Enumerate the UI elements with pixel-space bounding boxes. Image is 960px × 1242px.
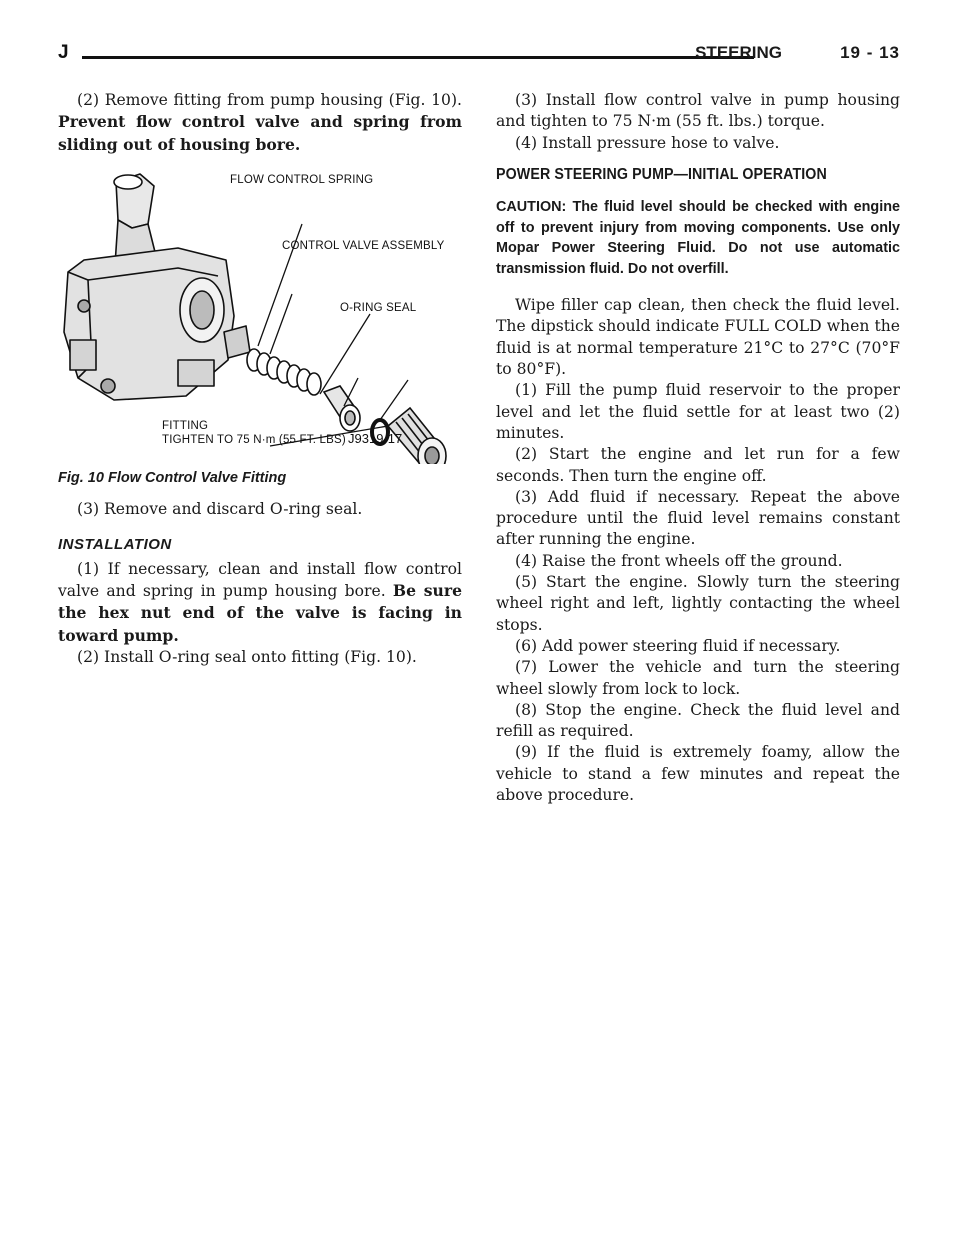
figure-code: J9319-17 bbox=[348, 430, 403, 446]
removal-step-2: (2) Remove fitting from pump housing (Fig. 10). Prevent flow control valve and spring from sliding out of housing bore. bbox=[58, 91, 462, 154]
label-flow-control-spring: FLOW CONTROL SPRING bbox=[230, 173, 374, 186]
label-o-ring-seal: O-RING SEAL bbox=[340, 301, 417, 314]
installation-warning: Be sure the hex nut end of the valve is facing in toward pump. bbox=[58, 581, 462, 645]
operation-step: (8) Stop the engine. Check the fluid level and refill as required. bbox=[496, 700, 900, 741]
figure-flow-control-valve bbox=[58, 164, 462, 464]
operation-step: (6) Add power steering fluid if necessary. bbox=[515, 636, 841, 655]
page-header bbox=[58, 42, 900, 76]
installation-step-1: (1) If necessary, clean and install flow control valve and spring in pump housing bore. Be sure the hex nut end of the valve is facing in toward pump. bbox=[58, 559, 462, 645]
label-control-valve-assembly: CONTROL VALVE ASSEMBLY bbox=[282, 239, 445, 252]
operation-step: (5) Start the engine. Slowly turn the steering wheel right and left, lightly contacting the wheel stops. bbox=[496, 573, 900, 634]
operation-step: (4) Raise the front wheels off the ground. bbox=[515, 551, 843, 570]
operation-step: (1) Fill the pump fluid reservoir to the proper level and let the fluid settle for at least two (2) minutes. bbox=[496, 381, 900, 442]
label-torque-spec: TIGHTEN TO 75 N·m (55 FT. LBS) bbox=[162, 433, 346, 446]
removal-step-3: (3) Remove and discard O-ring seal. bbox=[77, 500, 363, 519]
figure-caption: Fig. 10 Flow Control Valve Fitting bbox=[58, 469, 287, 486]
right-column bbox=[496, 90, 900, 806]
operation-step: (7) Lower the vehicle and turn the steering wheel slowly from lock to lock. bbox=[496, 658, 900, 698]
installation-step-3: (3) Install flow control valve in pump housing and tighten to 75 N·m (55 ft. lbs.) torque. bbox=[496, 91, 900, 131]
header-letter: J bbox=[58, 42, 69, 63]
operation-step: (2) Start the engine and let run for a few seconds. Then turn the engine off. bbox=[496, 445, 900, 485]
header-section-title: STEERING bbox=[695, 43, 782, 62]
installation-step-2: (2) Install O-ring seal onto fitting (Fig. 10). bbox=[77, 647, 417, 666]
operation-step: (9) If the fluid is extremely foamy, allow the vehicle to stand a few minutes and repeat the above procedure. bbox=[496, 743, 900, 805]
installation-step-4: (4) Install pressure hose to valve. bbox=[515, 133, 780, 152]
intro-paragraph: Wipe filler cap clean, then check the fluid level. The dipstick should indicate FULL COLD when the fluid is at normal temperature 21°C to 27°C (70°F to 80°F). bbox=[496, 296, 900, 379]
caution-notice: CAUTION: The fluid level should be checked with engine off to prevent injury from moving components. Use only Mopar Power Steering Fluid. Do not use automatic transmission fluid. Do not overfill. bbox=[496, 199, 900, 277]
header-page-number: 19 - 13 bbox=[840, 43, 900, 62]
label-fitting: FITTING bbox=[162, 419, 209, 432]
installation-heading: INSTALLATION bbox=[58, 536, 172, 554]
operation-step: (3) Add fluid if necessary. Repeat the above procedure until the fluid level remains constant after running the engine. bbox=[496, 487, 900, 549]
header-rule bbox=[82, 56, 754, 59]
left-column bbox=[58, 90, 462, 668]
section-heading: POWER STEERING PUMP—INITIAL OPERATION bbox=[496, 165, 827, 183]
removal-warning: Prevent flow control valve and spring from sliding out of housing bore. bbox=[58, 112, 462, 154]
